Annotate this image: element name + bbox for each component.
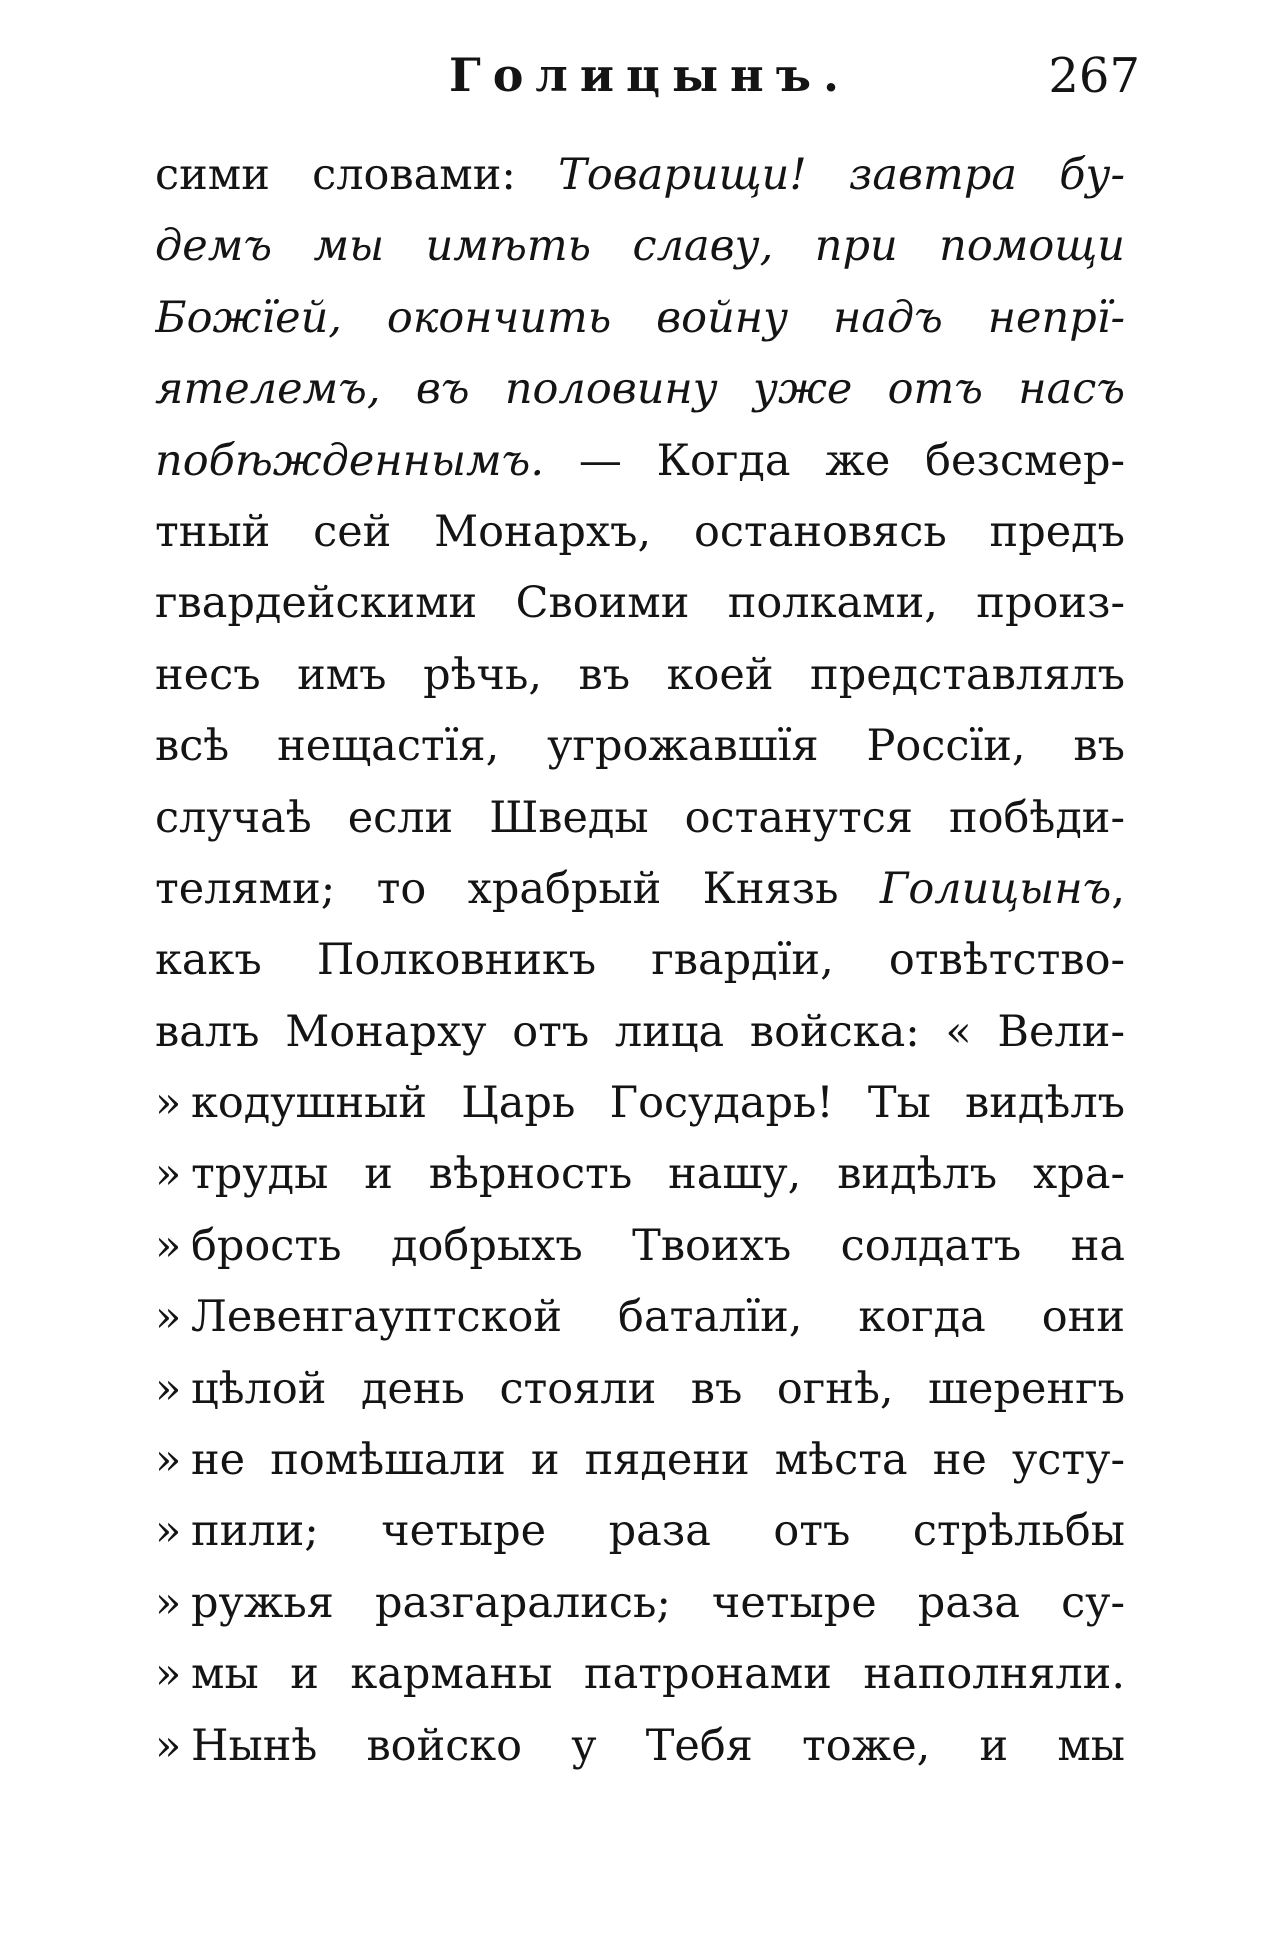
text-span: Нынѣ войско у Тебя тоже, и мы <box>191 1720 1125 1771</box>
page-number: 267 <box>1048 48 1140 104</box>
text-span: всѣ нещастїя, угрожавшїя Россїи, въ <box>155 721 1125 772</box>
quote-mark: » <box>155 1149 182 1200</box>
text-span: ружья разгарались; четыре раза су- <box>191 1577 1125 1628</box>
quoted-line <box>155 1068 1125 1139</box>
text-line <box>155 497 1125 568</box>
text-line <box>155 783 1125 854</box>
text-span: какъ Полковникъ гвардїи, отвѣтство- <box>155 935 1125 986</box>
text-span: случаѣ если Шведы останутся побѣди- <box>155 792 1125 843</box>
text-span: не помѣшали и пядени мѣста не усту- <box>191 1435 1125 1486</box>
text-span: мы и карманы патронами наполняли. <box>191 1649 1125 1700</box>
quote-mark: » <box>155 1577 182 1628</box>
text-line <box>155 140 1125 211</box>
quoted-line <box>155 1639 1125 1710</box>
quote-mark: » <box>155 1220 182 1271</box>
text-line <box>155 211 1125 282</box>
text-span: кодушный Царь Государь! Ты видѣлъ <box>191 1078 1125 1129</box>
quote-mark: » <box>155 1506 182 1557</box>
text-line <box>155 640 1125 711</box>
quoted-line <box>155 1496 1125 1567</box>
text-line <box>155 283 1125 354</box>
text-span: Левенгауптской баталїи, когда они <box>191 1292 1125 1343</box>
text-span: телями; то храбрый Князь <box>155 863 880 914</box>
quoted-line <box>155 1282 1125 1353</box>
body-text <box>155 140 1125 1782</box>
italic-span: Божїей, окончить войну надъ непрї- <box>155 292 1125 343</box>
italic-span: Голицынъ <box>879 863 1112 914</box>
text-span: несъ имъ рѣчь, въ коей представлялъ <box>155 649 1125 700</box>
text-line <box>155 925 1125 996</box>
quoted-line <box>155 1211 1125 1282</box>
text-span: пили; четыре раза отъ стрѣльбы <box>191 1506 1125 1557</box>
quoted-line <box>155 1711 1125 1782</box>
text-line <box>155 426 1125 497</box>
text-span: валъ Монарху отъ лица войска: « Вели- <box>155 1006 1125 1057</box>
text-span: брость добрыхъ Твоихъ солдатъ на <box>191 1220 1125 1271</box>
text-line <box>155 854 1125 925</box>
running-head <box>160 48 1140 128</box>
text-span: тный сей Монархъ, остановясь предъ <box>155 506 1125 557</box>
quoted-line <box>155 1425 1125 1496</box>
quote-mark: » <box>155 1363 182 1414</box>
quote-mark: » <box>155 1720 182 1771</box>
quote-mark: » <box>155 1292 182 1343</box>
text-span: гвардейскими Своими полками, произ- <box>155 578 1125 629</box>
quote-mark: » <box>155 1649 182 1700</box>
text-span: труды и вѣрность нашу, видѣлъ хра- <box>191 1149 1125 1200</box>
italic-span: Товарищи! завтра бу- <box>558 150 1125 200</box>
running-title: Голицынъ. <box>448 48 852 102</box>
text-line <box>155 711 1125 782</box>
text-span: цѣлой день стояли въ огнѣ, шеренгъ <box>191 1363 1125 1414</box>
quoted-line <box>155 1568 1125 1639</box>
text-line <box>155 354 1125 425</box>
text-line <box>155 568 1125 639</box>
italic-span: побѣжденнымъ. <box>155 435 544 486</box>
quote-mark: » <box>155 1078 182 1129</box>
text-line <box>155 997 1125 1068</box>
italic-span: демъ мы имѣть славу, при помощи <box>155 221 1125 272</box>
quoted-line <box>155 1354 1125 1425</box>
quote-mark: » <box>155 1435 182 1486</box>
text-span: сими словами: <box>155 150 559 200</box>
text-span: — Когда же безсмер- <box>544 435 1125 486</box>
quoted-line <box>155 1139 1125 1210</box>
text-span: , <box>1111 863 1125 914</box>
italic-span: ятелемъ, въ половину уже отъ насъ <box>155 364 1125 415</box>
